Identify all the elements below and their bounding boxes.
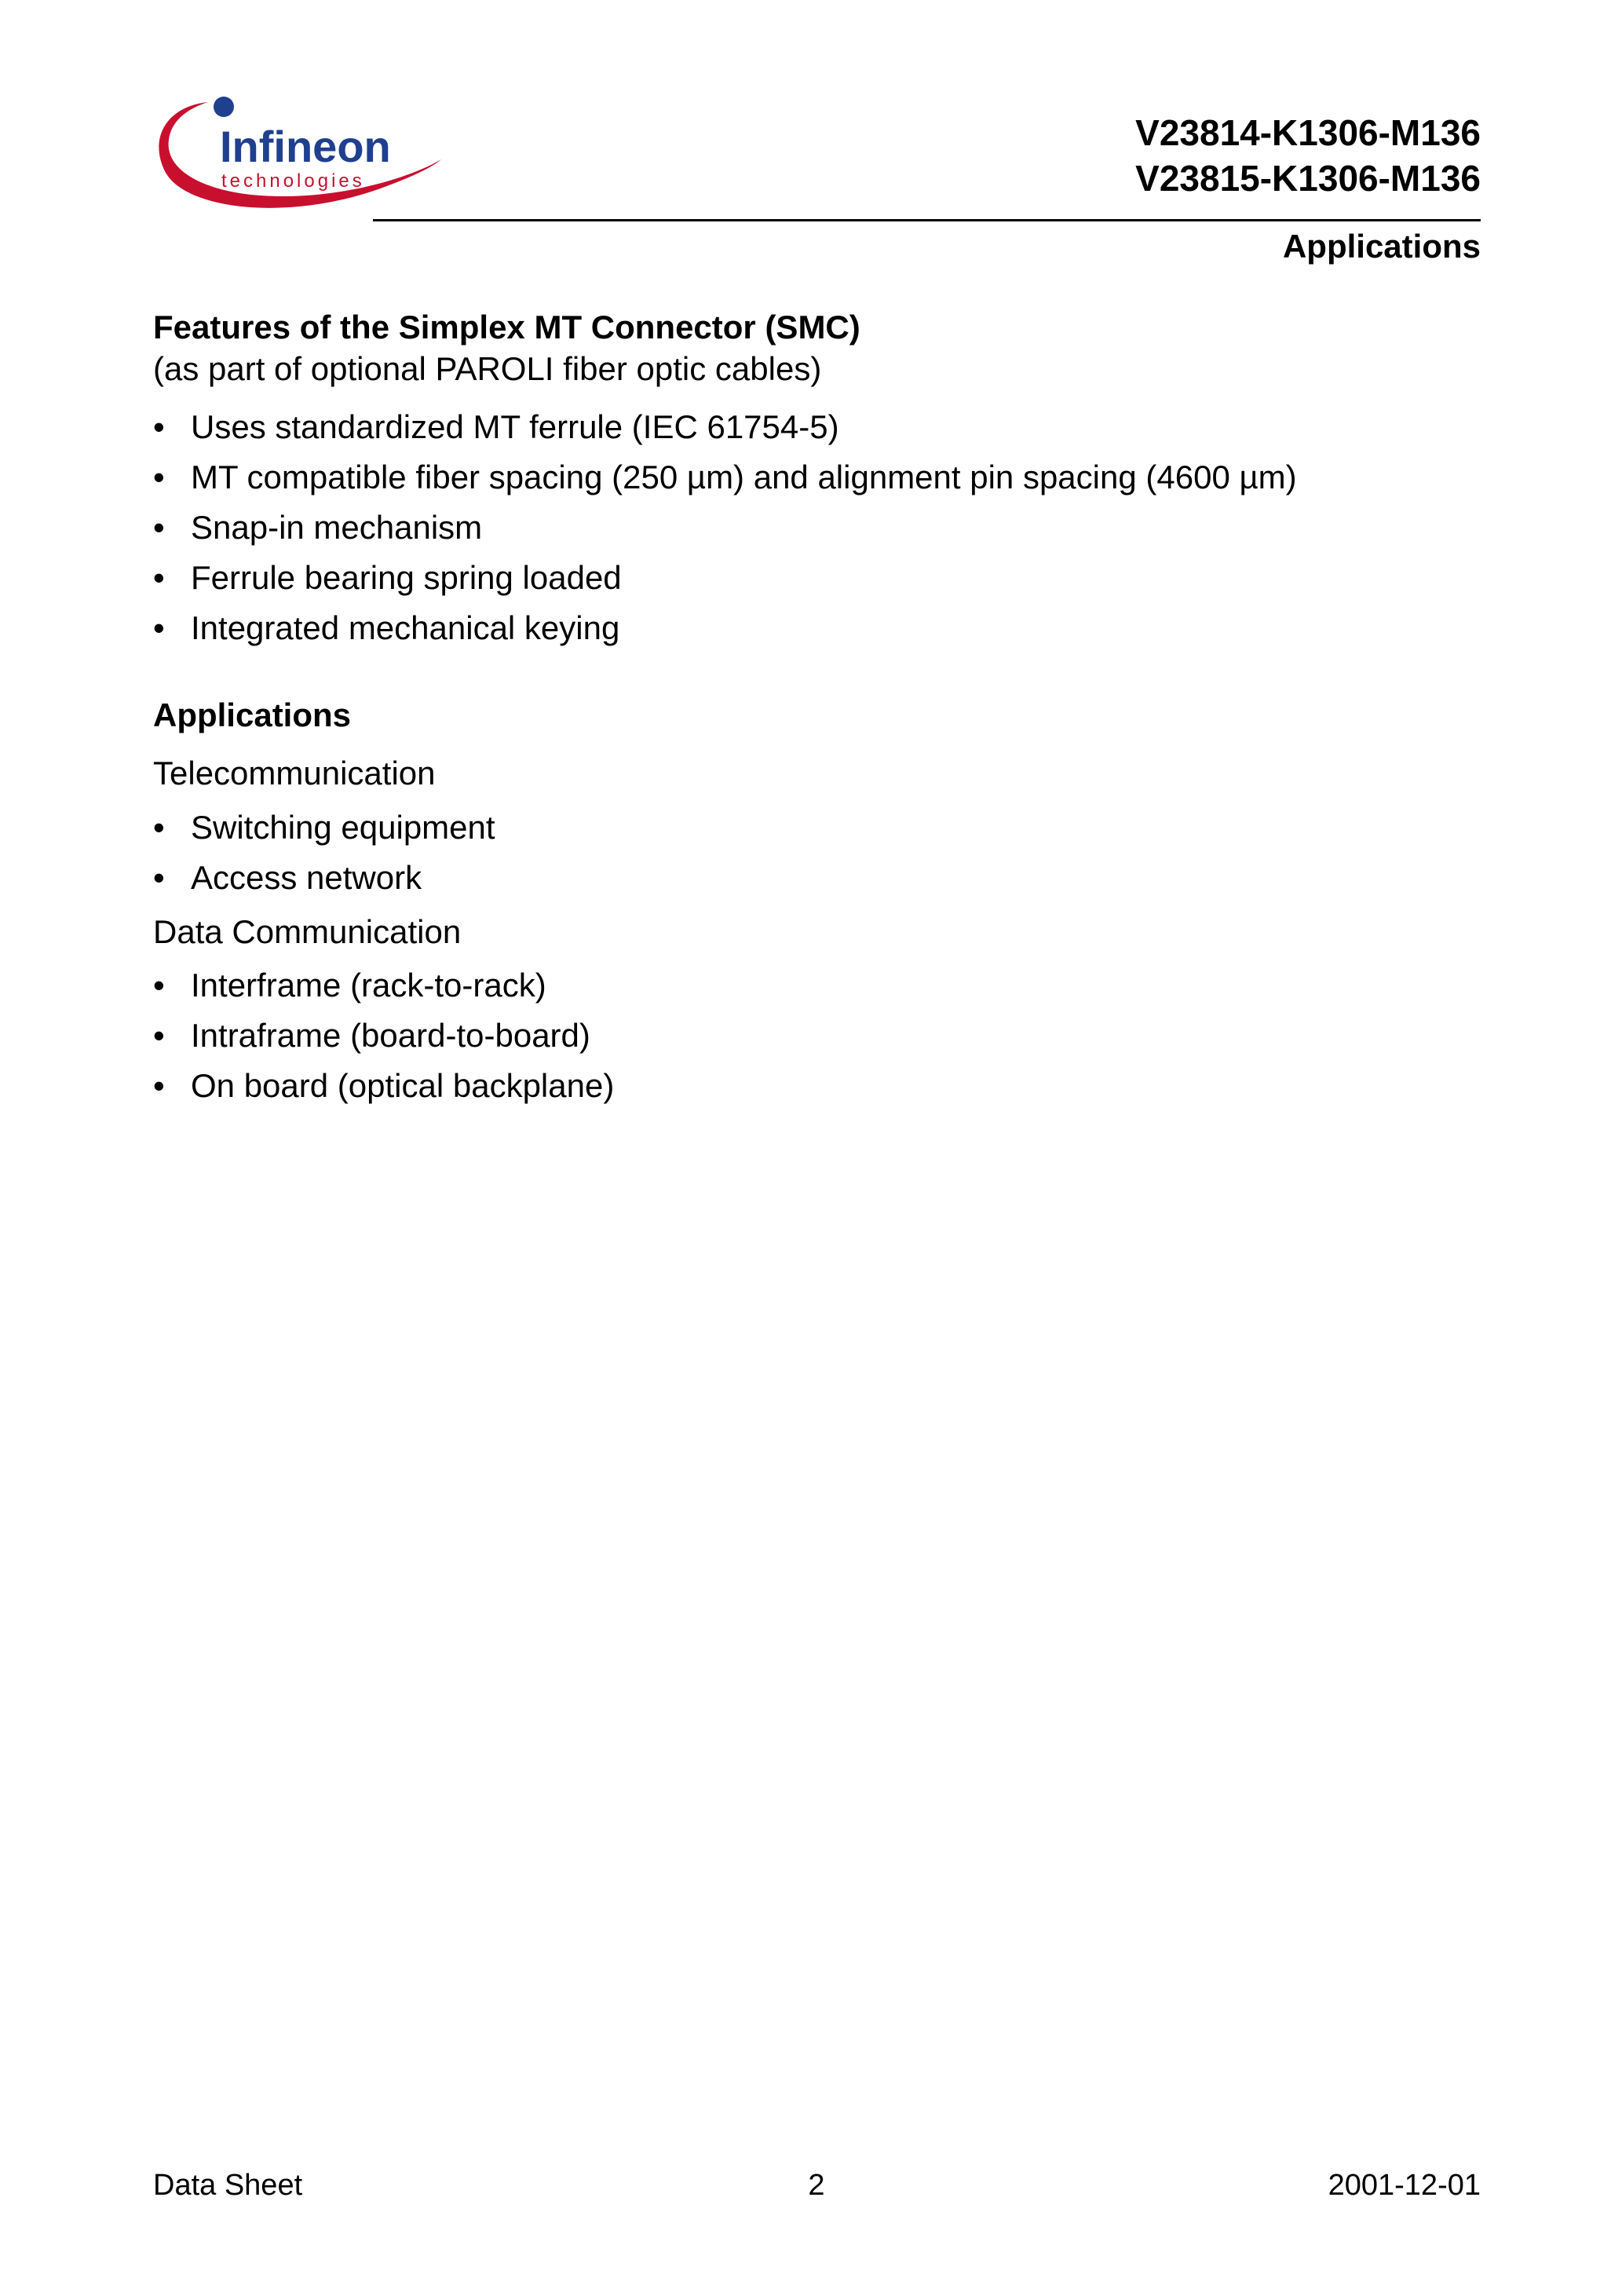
feature-item: • Integrated mechanical keying [153, 609, 620, 646]
features-title: Features of the Simplex MT Connector (SMC) [153, 309, 860, 345]
application-item: • Intraframe (board-to-board) [153, 1017, 590, 1054]
application-item: • Interframe (rack-to-rack) [153, 967, 546, 1004]
application-item: • Switching equipment [153, 809, 495, 846]
applications-title: Applications [153, 696, 352, 733]
part-number-1: V23814-K1306-M136 [1135, 112, 1481, 153]
footer-date: 2001-12-01 [1328, 2169, 1481, 2202]
section-label: Applications [1282, 228, 1481, 265]
footer-doc-type: Data Sheet [153, 2169, 303, 2202]
feature-item: • Uses standardized MT ferrule (IEC 61754-5) [153, 408, 839, 445]
infineon-logo [149, 93, 448, 226]
feature-item: • MT compatible fiber spacing (250 µm) and alignment pin spacing (4600 µm) [153, 459, 1297, 495]
logo-wordmark: Infineon [220, 122, 391, 171]
feature-item: • Ferrule bearing spring loaded [153, 559, 622, 596]
features-subtitle: (as part of optional PAROLI fiber optic cables) [153, 350, 822, 387]
application-group-datacom: Data Communication [153, 913, 462, 950]
part-number-2: V23815-K1306-M136 [1135, 158, 1481, 199]
application-group-telecom: Telecommunication [153, 755, 436, 792]
application-item: • On board (optical backplane) [153, 1067, 615, 1104]
footer-page-number: 2 [808, 2169, 825, 2202]
header-divider [373, 219, 1481, 221]
logo-tagline: technologies [221, 170, 365, 192]
feature-item: • Snap-in mechanism [153, 509, 483, 546]
application-item: • Access network [153, 859, 422, 896]
